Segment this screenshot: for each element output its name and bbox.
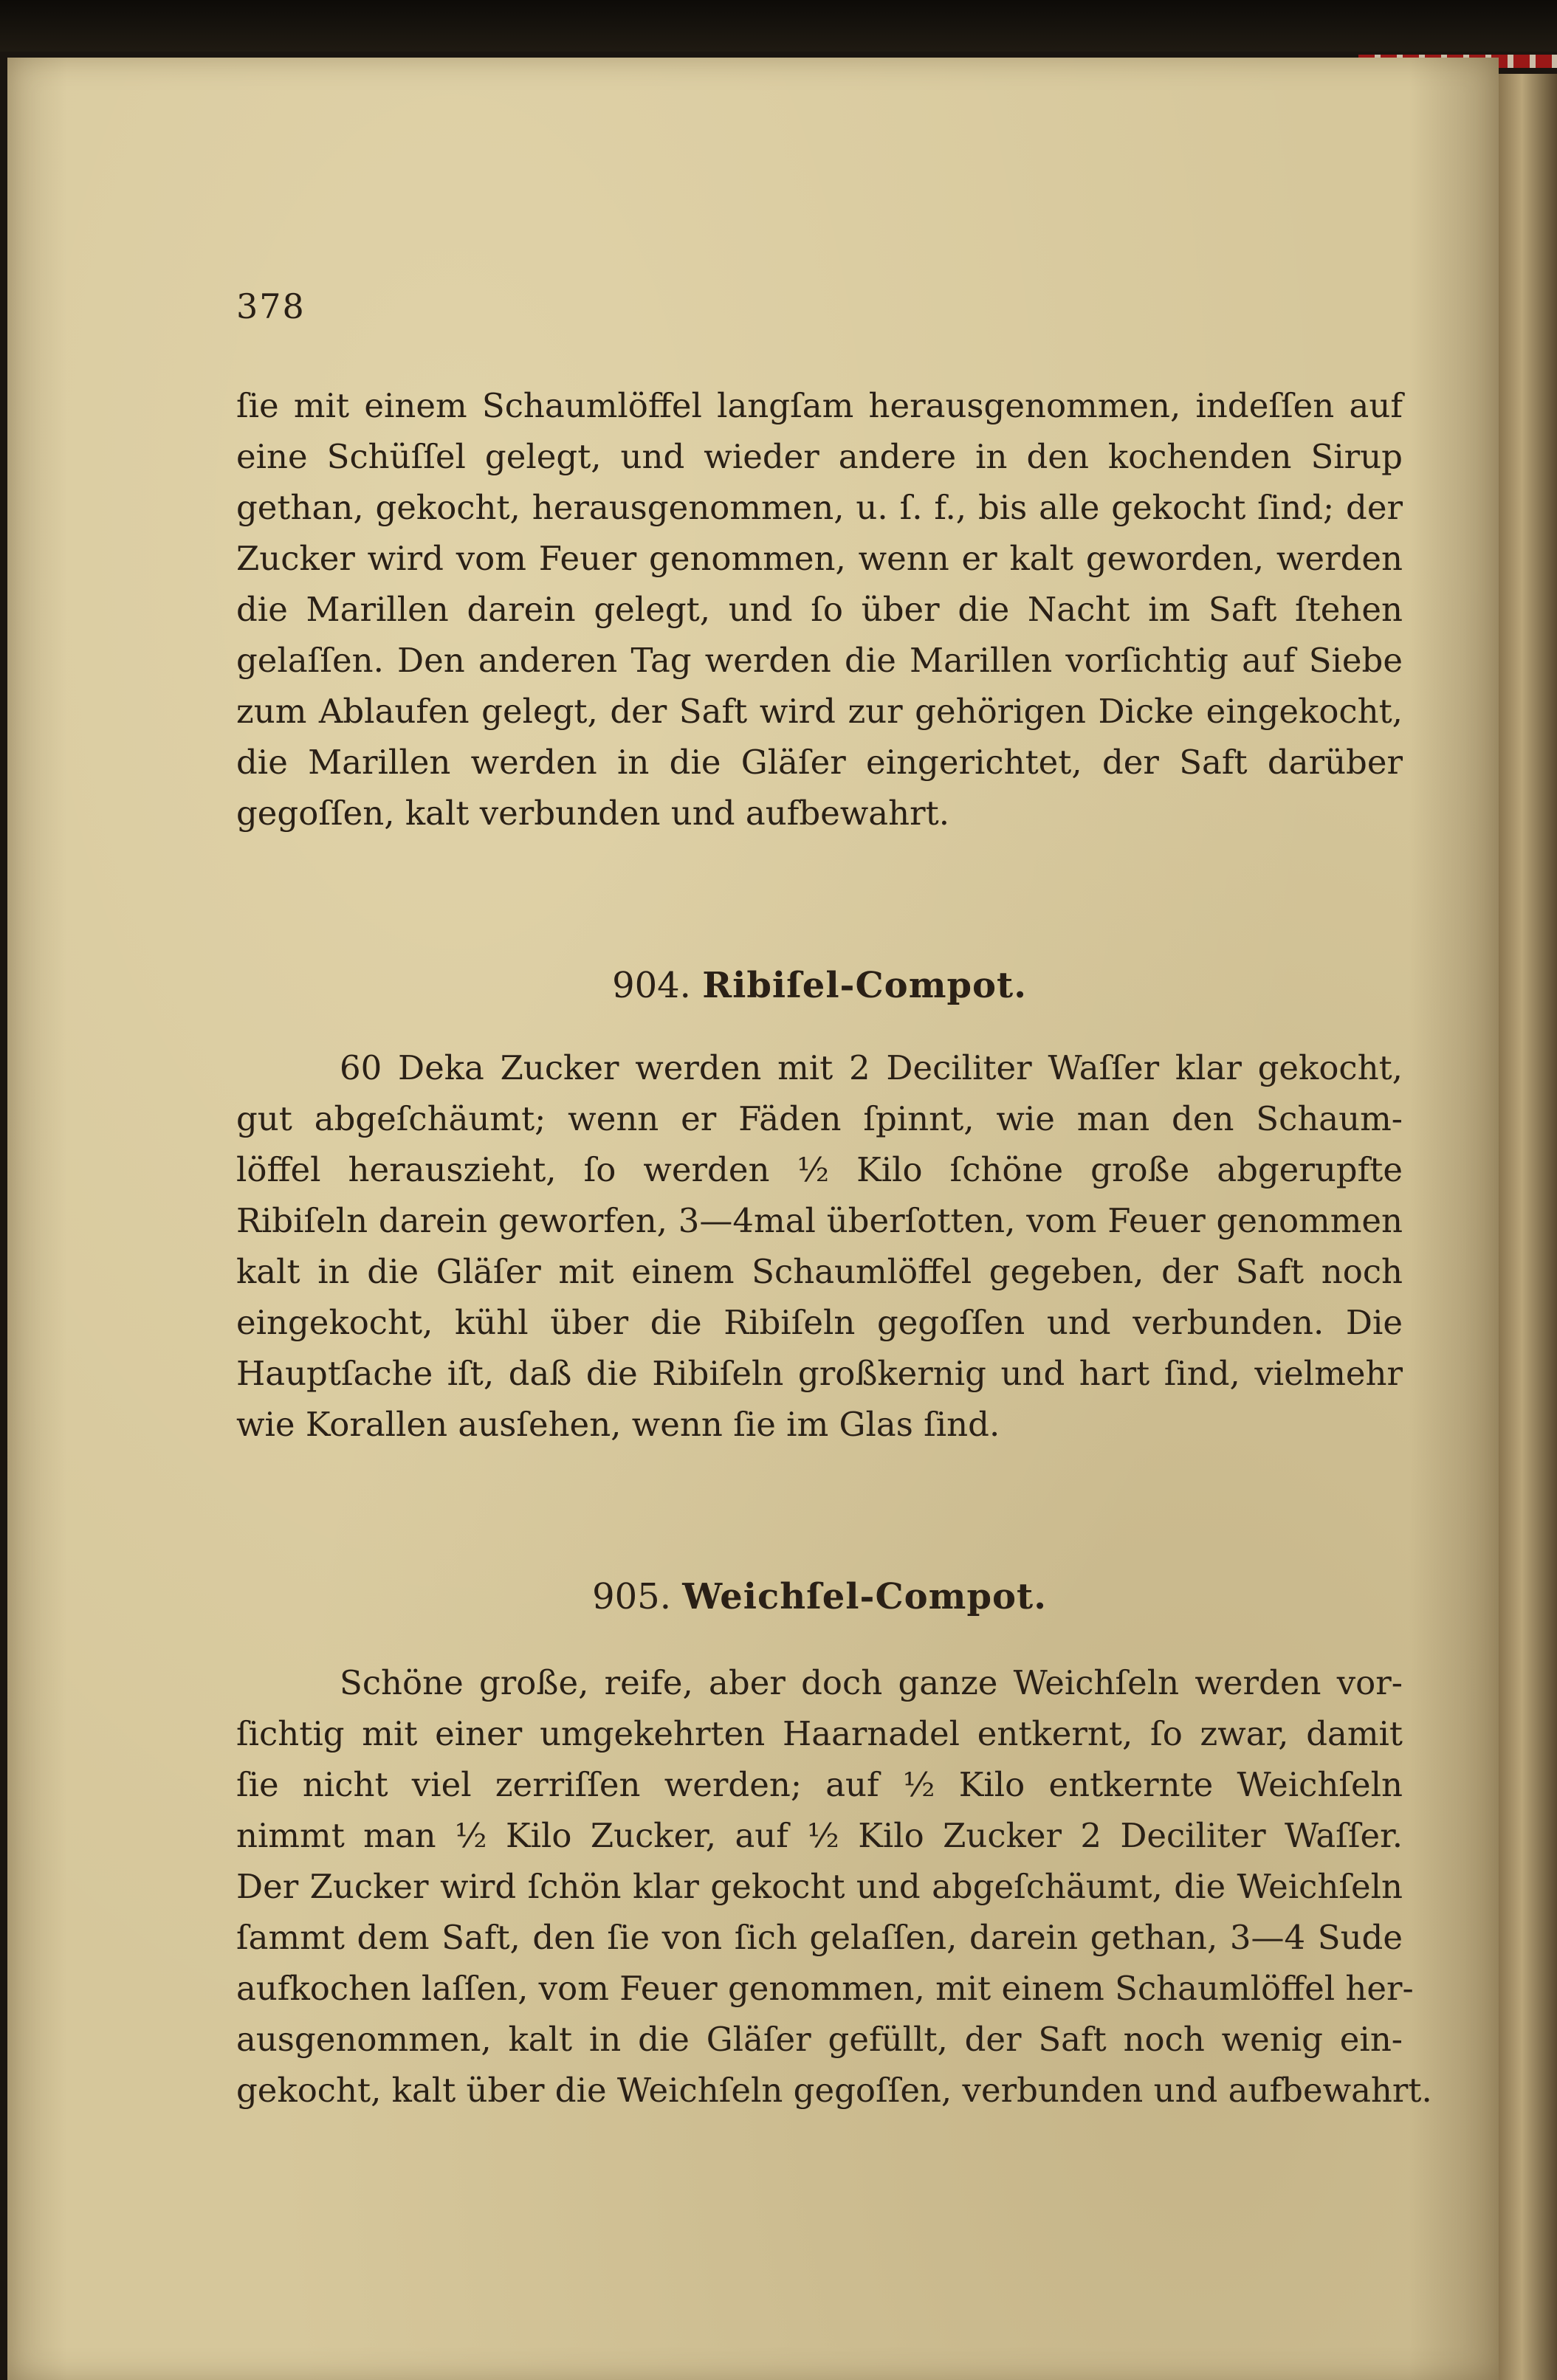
- text-line: gelaſſen. Den anderen Tag werden die Marillen vorſichtig auf Siebe: [236, 641, 1403, 680]
- section-title: Weichſel-Compot.: [682, 1576, 1047, 1617]
- text-line: Ribiſeln darein geworfen, 3—4mal überſotten, vom Feuer genommen: [236, 1201, 1403, 1240]
- section-number: 905.: [592, 1576, 671, 1617]
- continuation-paragraph: [236, 380, 1403, 839]
- text-line: gekocht, kalt über die Weichſeln gegoſſen, verbunden und aufbewahrt.: [236, 2071, 1432, 2110]
- section-heading-904: [236, 965, 1403, 1006]
- text-line: kalt in die Gläſer mit einem Schaumlöffel gegeben, der Saft noch: [236, 1252, 1403, 1291]
- section-heading-905: [236, 1576, 1403, 1617]
- section-number: 904.: [612, 965, 691, 1006]
- section-paragraph-905: [236, 1657, 1432, 2116]
- section-paragraph-904: [236, 1042, 1403, 1450]
- text-line: eingekocht, kühl über die Ribiſeln gegoſſen und verbunden. Die: [236, 1303, 1403, 1342]
- scan-background-top: [0, 0, 1557, 52]
- text-line: gut abgeſchäumt; wenn er Fäden ſpinnt, wie man den Schaum-: [236, 1099, 1403, 1138]
- text-line: nimmt man ½ Kilo Zucker, auf ½ Kilo Zucker 2 Deciliter Waſſer.: [236, 1816, 1403, 1855]
- text-line: eine Schüſſel gelegt, und wieder andere in den kochenden Sirup: [236, 437, 1403, 476]
- text-line: gethan, gekocht, herausgenommen, u. ſ. f., bis alle gekocht ſind; der: [236, 488, 1403, 527]
- text-line: ſie mit einem Schaumlöffel langſam herausgenommen, indeſſen auf: [236, 386, 1403, 425]
- text-line: löffel herauszieht, ſo werden ½ Kilo ſchöne große abgerupfte: [236, 1150, 1403, 1189]
- adjacent-page-edge: [1499, 74, 1557, 2380]
- text-line: Zucker wird vom Feuer genommen, wenn er kalt geworden, werden: [236, 539, 1403, 578]
- text-line: ſie nicht viel zerriſſen werden; auf ½ Kilo entkernte Weichſeln: [236, 1765, 1403, 1804]
- text-line: Schöne große, reife, aber doch ganze Weichſeln werden vor-: [340, 1663, 1403, 1702]
- section-title: Ribiſel-Compot.: [702, 965, 1027, 1006]
- text-line: ſichtig mit einer umgekehrten Haarnadel entkernt, ſo zwar, damit: [236, 1714, 1403, 1753]
- text-line: ausgenommen, kalt in die Gläſer gefüllt, der Saft noch wenig ein-: [236, 2020, 1403, 2059]
- text-line: zum Ablaufen gelegt, der Saft wird zur gehörigen Dicke eingekocht,: [236, 692, 1403, 731]
- text-line: aufkochen laſſen, vom Feuer genommen, mit einem Schaumlöffel her-: [236, 1969, 1414, 2008]
- page-number: 378: [236, 286, 306, 326]
- text-line: die Marillen werden in die Gläſer eingerichtet, der Saft darüber: [236, 743, 1403, 782]
- text-line: Der Zucker wird ſchön klar gekocht und abgeſchäumt, die Weichſeln: [236, 1867, 1403, 1906]
- text-line: die Marillen darein gelegt, und ſo über die Nacht im Saft ſtehen: [236, 590, 1403, 629]
- text-line: ſammt dem Saft, den ſie von ſich gelaſſen, darein gethan, 3—4 Sude: [236, 1918, 1403, 1957]
- text-line: wie Korallen ausſehen, wenn ſie im Glas ſind.: [236, 1405, 1000, 1444]
- text-line: 60 Deka Zucker werden mit 2 Deciliter Waſſer klar gekocht,: [340, 1048, 1403, 1087]
- text-line: Hauptſache iſt, daß die Ribiſeln großkernig und hart ſind, vielmehr: [236, 1354, 1403, 1393]
- text-line: gegoſſen, kalt verbunden und aufbewahrt.: [236, 794, 950, 833]
